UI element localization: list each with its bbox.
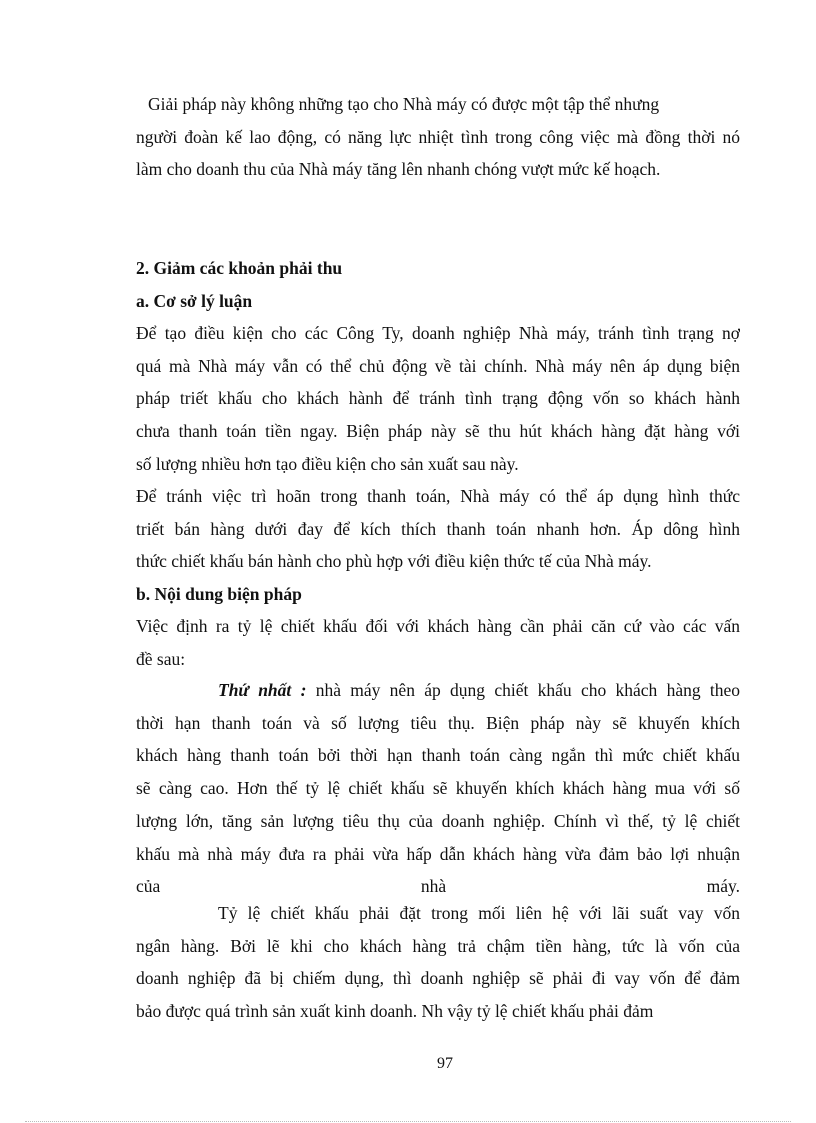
page-number: 97	[437, 1055, 453, 1072]
paragraph-3	[136, 610, 740, 675]
section-heading: 2. Giảm các khoản phải thu	[136, 258, 343, 278]
paragraph-4	[136, 674, 740, 903]
paragraph-line: bảo được quá trình sản xuất kinh doanh. Nh vậy tỷ lệ chiết khấu phải đảm	[136, 1001, 654, 1022]
intro-line: làm cho doanh thu của Nhà máy tăng lên nhanh chóng vượt mức kế hoạch.	[136, 159, 661, 180]
paragraph-line: triết bán hàng dưới đay để kích thích thanh toán nhanh hơn. Áp dông hình	[136, 518, 740, 539]
bottom-dotted-divider	[25, 1121, 791, 1122]
paragraph-line: Việc định ra tỷ lệ chiết khấu đối với khách hàng cần phải căn cứ vào các vấn	[136, 616, 740, 636]
paragraph-1	[136, 317, 740, 481]
intro-paragraph	[136, 88, 740, 186]
first-line-rest: nhà máy nên áp dụng chiết khấu cho khách hàng theo	[315, 680, 740, 700]
paragraph-line: doanh nghiệp đã bị chiếm dụng, thì doanh nghiệp sẽ phải đi vay vốn để đảm	[136, 968, 740, 989]
subheading-b: b. Nội dung biện pháp	[136, 584, 302, 604]
paragraph-line: chưa thanh toán tiền ngay. Biện pháp này sẽ thu hút khách hàng đặt hàng với	[136, 421, 740, 442]
paragraph-line: Tỷ lệ chiết khấu phải đặt trong mối liên hệ với lãi suất vay vốn	[218, 903, 740, 923]
paragraph-line: đề sau:	[136, 648, 186, 669]
subheading-a: a. Cơ sở lý luận	[136, 291, 253, 311]
paragraph-first-line	[136, 674, 740, 707]
paragraph-2	[136, 480, 740, 578]
paragraph-line: thức chiết khấu bán hành cho phù hợp với điều kiện thức tế của Nhà máy.	[136, 551, 652, 572]
intro-line: người đoàn kế lao động, có năng lực nhiệt tình trong công việc mà đồng thời nó	[136, 126, 740, 147]
paragraph-line: quá mà Nhà máy vẫn có thể chủ động về tài chính. Nhà máy nên áp dụng biện	[136, 355, 740, 376]
paragraph-line: Để tránh việc trì hoãn trong thanh toán, Nhà máy có thể áp dụng hình thức	[136, 486, 740, 506]
paragraph-line: khấu mà nhà máy đưa ra phải vừa hấp dẫn khách hàng vừa đảm bảo lợi nhuận	[136, 843, 740, 864]
paragraph-line: của nhà máy.	[136, 876, 740, 897]
paragraph-line: thời hạn thanh toán và số lượng tiêu thụ. Biện pháp này sẽ khuyến khích	[136, 712, 740, 733]
paragraph-line: ngân hàng. Bởi lẽ khi cho khách hàng trả chậm tiền hàng, tức là vốn của	[136, 935, 740, 956]
paragraph-line: Để tạo điều kiện cho các Công Ty, doanh nghiệp Nhà máy, tránh tình trạng nợ	[136, 323, 740, 343]
paragraph-line: lượng lớn, tăng sản lượng tiêu thụ của doanh nghiệp. Chính vì thế, tỷ lệ chiết	[136, 810, 740, 831]
paragraph-line: sẽ càng cao. Hơn thế tỷ lệ chiết khấu sẽ khuyến khích khách hàng mua với số	[136, 778, 740, 799]
paragraph-5	[136, 897, 740, 1028]
paragraph-line: pháp triết khấu cho khách hành để tránh tình trạng động vốn so khách hành	[136, 388, 740, 409]
intro-line: Giải pháp này không những tạo cho Nhà máy có được một tập thể nhưng	[148, 94, 660, 114]
paragraph-line: khách hàng thanh toán bởi thời hạn thanh toán càng ngắn thì mức chiết khấu	[136, 745, 740, 766]
first-label: Thứ nhất :	[218, 680, 307, 700]
paragraph-line: số lượng nhiều hơn tạo điều kiện cho sản xuất sau này.	[136, 453, 519, 474]
